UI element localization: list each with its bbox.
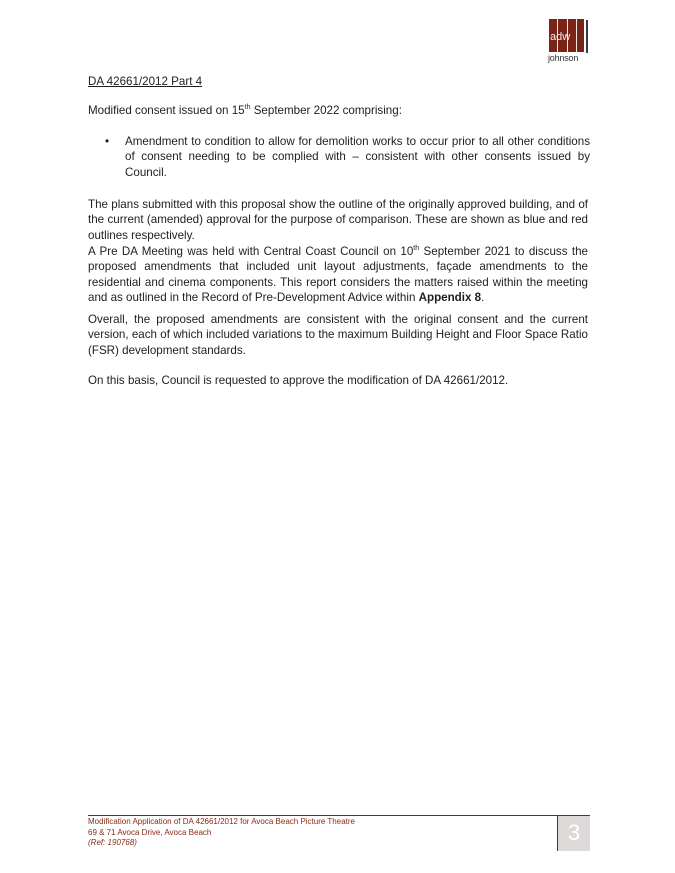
footer-title: Modification Application of DA 42661/2012 for Avoca Beach Picture Theatre (88, 817, 355, 826)
paragraph-overall: Overall, the proposed amendments are consistent with the original consent and the current version, each of which included variations to the maximum Building Height and Floor Space Ratio (FSR) development standards. (88, 313, 588, 357)
logo-mark-text: adw (550, 31, 571, 43)
page-number-box (557, 815, 590, 851)
logo-mark (549, 19, 584, 52)
company-logo (549, 19, 590, 65)
footer-divider (88, 815, 558, 816)
paragraph-conclusion: On this basis, Council is requested to approve the modification of DA 42661/2012. (88, 374, 509, 387)
footer-reference: (Ref: 190768) (88, 838, 137, 847)
list-item-text: Amendment to condition to allow for demolition works to occur prior to all other conditions of consent needing to be complied with – consistent with other consents issued by Council. (125, 135, 590, 179)
logo-wordmark: johnson (548, 53, 579, 63)
section-heading: DA 42661/2012 Part 4 (88, 75, 203, 88)
intro-paragraph: Modified consent issued on 15th September 2022 comprising: (88, 104, 402, 117)
paragraph-plans: The plans submitted with this proposal show the outline of the originally approved building, and of the current (amended) approval for the purpose of comparison. These are shown as blue and red outlines respectively. (88, 198, 588, 242)
bullet-icon: • (105, 135, 110, 148)
page-number: 3 (567, 820, 581, 845)
footer (88, 817, 355, 849)
list-item (105, 134, 590, 180)
paragraph-pre-da-meeting: A Pre DA Meeting was held with Central Coast Council on 10th September 2021 to discuss the proposed amendments that included unit layout adjustments, façade amendments to the residential and cinema components. This report considers the matters raised within the meeting and as outlined in the Record of Pre-Development Advice within Appendix 8. (88, 245, 588, 305)
footer-address: 69 & 71 Avoca Drive, Avoca Beach (88, 827, 212, 837)
appendix-reference: Appendix 8 (418, 291, 482, 305)
